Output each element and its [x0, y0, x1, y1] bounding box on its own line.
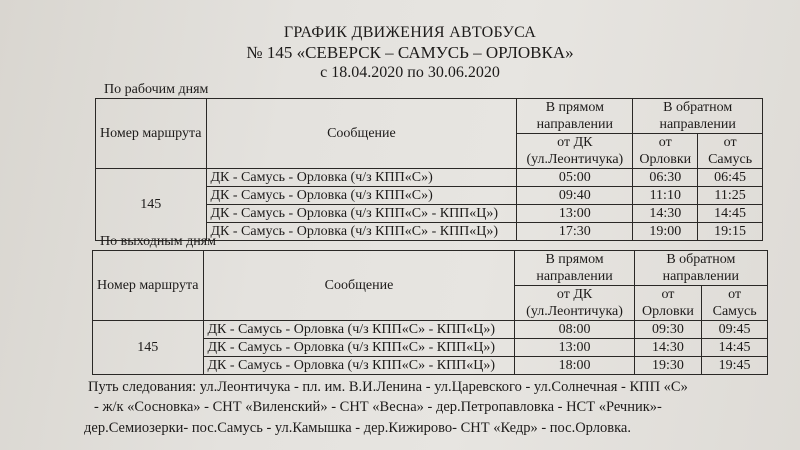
forward-time: 13:00 — [517, 205, 633, 223]
table-row-connection: ДК - Самусь - Орловка (ч/з КПП«С») — [206, 187, 517, 205]
samus-time: 11:25 — [698, 187, 763, 205]
samus-time: 14:45 — [698, 205, 763, 223]
from-samus-header: от Самусь — [702, 286, 768, 321]
route-path-line-3: дер.Семиозерки- пос.Самусь - ул.Камышка - дер.Кижирово- СНТ «Кедр» - пос.Орловка. — [84, 420, 631, 436]
route-path-line-2: - ж/к «Сосновка» - СНТ «Виленский» - СНТ «Весна» - дер.Петропавловка - НСТ «Речник»- — [94, 399, 662, 415]
table-row-connection: ДК - Самусь - Орловка (ч/з КПП«С» - КПП«Ц») — [203, 321, 515, 339]
forward-from-header: от ДК (ул.Леонтичука) — [515, 286, 634, 321]
forward-time: 08:00 — [515, 321, 634, 339]
route-number: 145 — [96, 169, 207, 241]
weekends-table — [92, 250, 768, 375]
table-row-connection: ДК - Самусь - Орловка (ч/з КПП«С» - КПП«Ц») — [203, 357, 515, 375]
connection-header: Сообщение — [203, 251, 515, 321]
orlovka-time: 19:00 — [633, 223, 698, 241]
orlovka-time: 11:10 — [633, 187, 698, 205]
from-orlovka-header: от Орловки — [633, 134, 698, 169]
orlovka-time: 14:30 — [633, 205, 698, 223]
weekdays-label: По рабочим дням — [104, 82, 209, 97]
route-no-header: Номер маршрута — [96, 99, 207, 169]
samus-time: 19:45 — [702, 357, 768, 375]
forward-from-header: от ДК (ул.Леонтичука) — [517, 134, 633, 169]
orlovka-time: 19:30 — [634, 357, 702, 375]
orlovka-time: 06:30 — [633, 169, 698, 187]
weekends-label: По выходным дням — [100, 234, 216, 249]
orlovka-time: 14:30 — [634, 339, 702, 357]
forward-time: 17:30 — [517, 223, 633, 241]
route-path-line-1: Путь следования: ул.Леонтичука - пл. им. В.И.Ленина - ул.Царевского - ул.Солнечная - КПП «С» — [88, 379, 688, 395]
reverse-header: В обратном направлении — [633, 99, 763, 134]
route-title: № 145 «СЕВЕРСК – САМУСЬ – ОРЛОВКА» — [246, 43, 574, 62]
samus-time: 06:45 — [698, 169, 763, 187]
table-row-connection: ДК - Самусь - Орловка (ч/з КПП«С» - КПП«Ц») — [206, 223, 517, 241]
route-number: 145 — [93, 321, 204, 375]
samus-time: 09:45 — [702, 321, 768, 339]
samus-time: 19:15 — [698, 223, 763, 241]
forward-time: 05:00 — [517, 169, 633, 187]
samus-time: 14:45 — [702, 339, 768, 357]
orlovka-time: 09:30 — [634, 321, 702, 339]
validity-period: с 18.04.2020 по 30.06.2020 — [320, 64, 500, 81]
table-row-connection: ДК - Самусь - Орловка (ч/з КПП«С» - КПП«Ц») — [203, 339, 515, 357]
forward-time: 09:40 — [517, 187, 633, 205]
table-row-connection: ДК - Самусь - Орловка (ч/з КПП«С» - КПП«Ц») — [206, 205, 517, 223]
from-samus-header: от Самусь — [698, 134, 763, 169]
table-row-connection: ДК - Самусь - Орловка (ч/з КПП«С») — [206, 169, 517, 187]
from-orlovka-header: от Орловки — [634, 286, 702, 321]
reverse-header: В обратном направлении — [634, 251, 767, 286]
schedule-title: ГРАФИК ДВИЖЕНИЯ АВТОБУСА — [283, 24, 537, 41]
weekdays-table — [95, 98, 763, 241]
connection-header: Сообщение — [206, 99, 517, 169]
forward-time: 18:00 — [515, 357, 634, 375]
route-no-header: Номер маршрута — [93, 251, 204, 321]
forward-header: В прямом направлении — [517, 99, 633, 134]
forward-time: 13:00 — [515, 339, 634, 357]
forward-header: В прямом направлении — [515, 251, 634, 286]
